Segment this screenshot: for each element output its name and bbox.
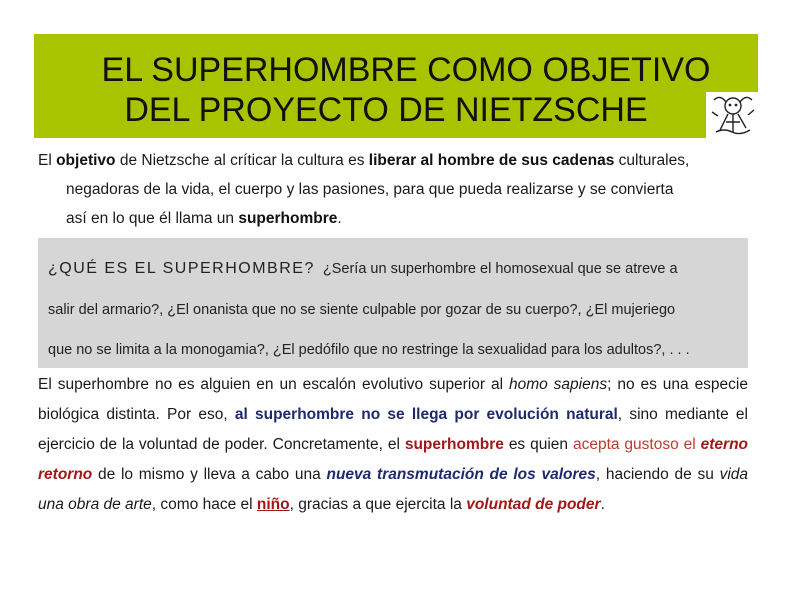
question-box [38, 238, 748, 368]
superhombre-paragraph: El superhombre no es alguien en un escalón evolutivo superior al homo sapiens; no es una especie biológica distinta. Por eso, al superhombre no se llega por evolución natural, sino mediante el ejercicio de la voluntad de poder. Concretamente, el superhombre es quien acepta gustoso el eterno retorno de lo mismo y lleva a cabo una nueva transmutación de los valores, haciendo de su vida una obra de arte, como hace el niño, gracias a que ejercita la voluntad de poder. [38, 376, 749, 513]
title-line-2: DEL PROYECTO DE NIETZSCHE [124, 91, 648, 129]
question-line-2: salir del armario?, ¿El onanista que no se siente culpable por gozar de su cuerpo?, ¿El mujeriego [48, 302, 676, 318]
question-line-1: ¿QUÉ ES EL SUPERHOMBRE? ¿Sería un superhombre el homosexual que se atreve a [48, 260, 678, 277]
title-line-1: EL SUPERHOMBRE COMO OBJETIVO [101, 51, 711, 89]
question-heading: ¿QUÉ ES EL SUPERHOMBRE? [48, 260, 315, 277]
intro-line-3: así en lo que él llama un superhombre. [66, 210, 342, 227]
intro-paragraph [38, 146, 758, 233]
intro-line-1: El objetivo de Nietzsche al críticar la cultura es liberar al hombre de sus cadenas culturales, [38, 152, 690, 169]
hand-drawn-figure-icon [706, 92, 760, 140]
question-line-3: que no se limita a la monogamia?, ¿El pedófilo que no restringe la sexualidad para los adultos?, . . . [48, 342, 690, 358]
intro-line-2: negadoras de la vida, el cuerpo y las pasiones, para que pueda realizarse y se convierta [66, 181, 674, 198]
title-banner [34, 34, 758, 138]
